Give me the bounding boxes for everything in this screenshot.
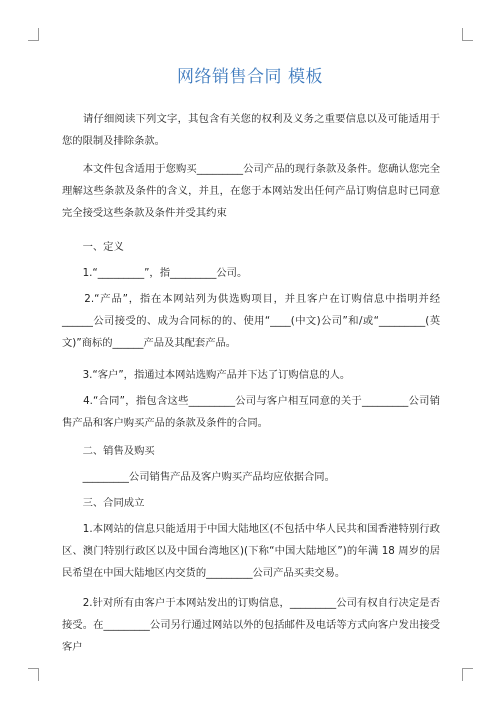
formation-item-2: 2.针对所有由客户于本网站发出的订购信息，_________公司有权自行决定是否接受。在_________公司另行通过网站以外的包括邮件及电话等方式向客户发出接受客户	[62, 597, 440, 653]
scope-paragraph: 本文件包含适用于您购买_________公司产品的现行条款及条件。您确认您完全理解这些条款及条件的含义，并且，在您于本网站发出任何产品订购信息时已同意完全接受这些条款及条件并受其约束	[62, 163, 440, 219]
crop-mark-top-left	[28, 28, 39, 41]
section-heading-definitions: 一、定义	[62, 241, 124, 253]
crop-mark-bottom-right	[462, 668, 473, 681]
sales-paragraph: _________公司销售产品及客户购买产品均应依据合同。	[62, 471, 335, 483]
formation-item-1: 1.本网站的信息只能适用于中国大陆地区(不包括中华人民共和国香港特别行政区、澳门特别行政区以及中国台湾地区)(下称“中国大陆地区”)的年满 18 周岁的居民希望在中国大陆地区内交货的_________公司产品买卖交易。	[62, 523, 440, 579]
definition-item-4: 4.“合同”，指包含这些_________公司与客户相互同意的关于_________公司销售产品和客户购买产品的条款及条件的合同。	[62, 395, 440, 429]
intro-paragraph: 请仔细阅读下列文字，其包含有关您的权利及义务之重要信息以及可能适用于您的限制及排除条款。	[62, 113, 440, 147]
crop-mark-bottom-left	[28, 668, 39, 681]
document-title: 网络销售合同 模板	[177, 67, 323, 87]
section-heading-formation: 三、合同成立	[62, 497, 145, 509]
crop-mark-top-right	[462, 28, 473, 41]
definition-item-3: 3.“客户”，指通过本网站选购产品并下达了订购信息的人。	[62, 369, 351, 381]
definition-item-2: 2.“产品”，指在本网站列为供选购项目，并且客户在订购信息中指明并经______公司接受的、成为合同标的的、使用“____(中文)公司”和/或“_________(英文)”商标的______产品及其配套产品。	[62, 293, 440, 349]
section-heading-sales: 二、销售及购买	[62, 445, 155, 457]
definition-item-1: 1.“_________”，指_________公司。	[62, 267, 248, 279]
